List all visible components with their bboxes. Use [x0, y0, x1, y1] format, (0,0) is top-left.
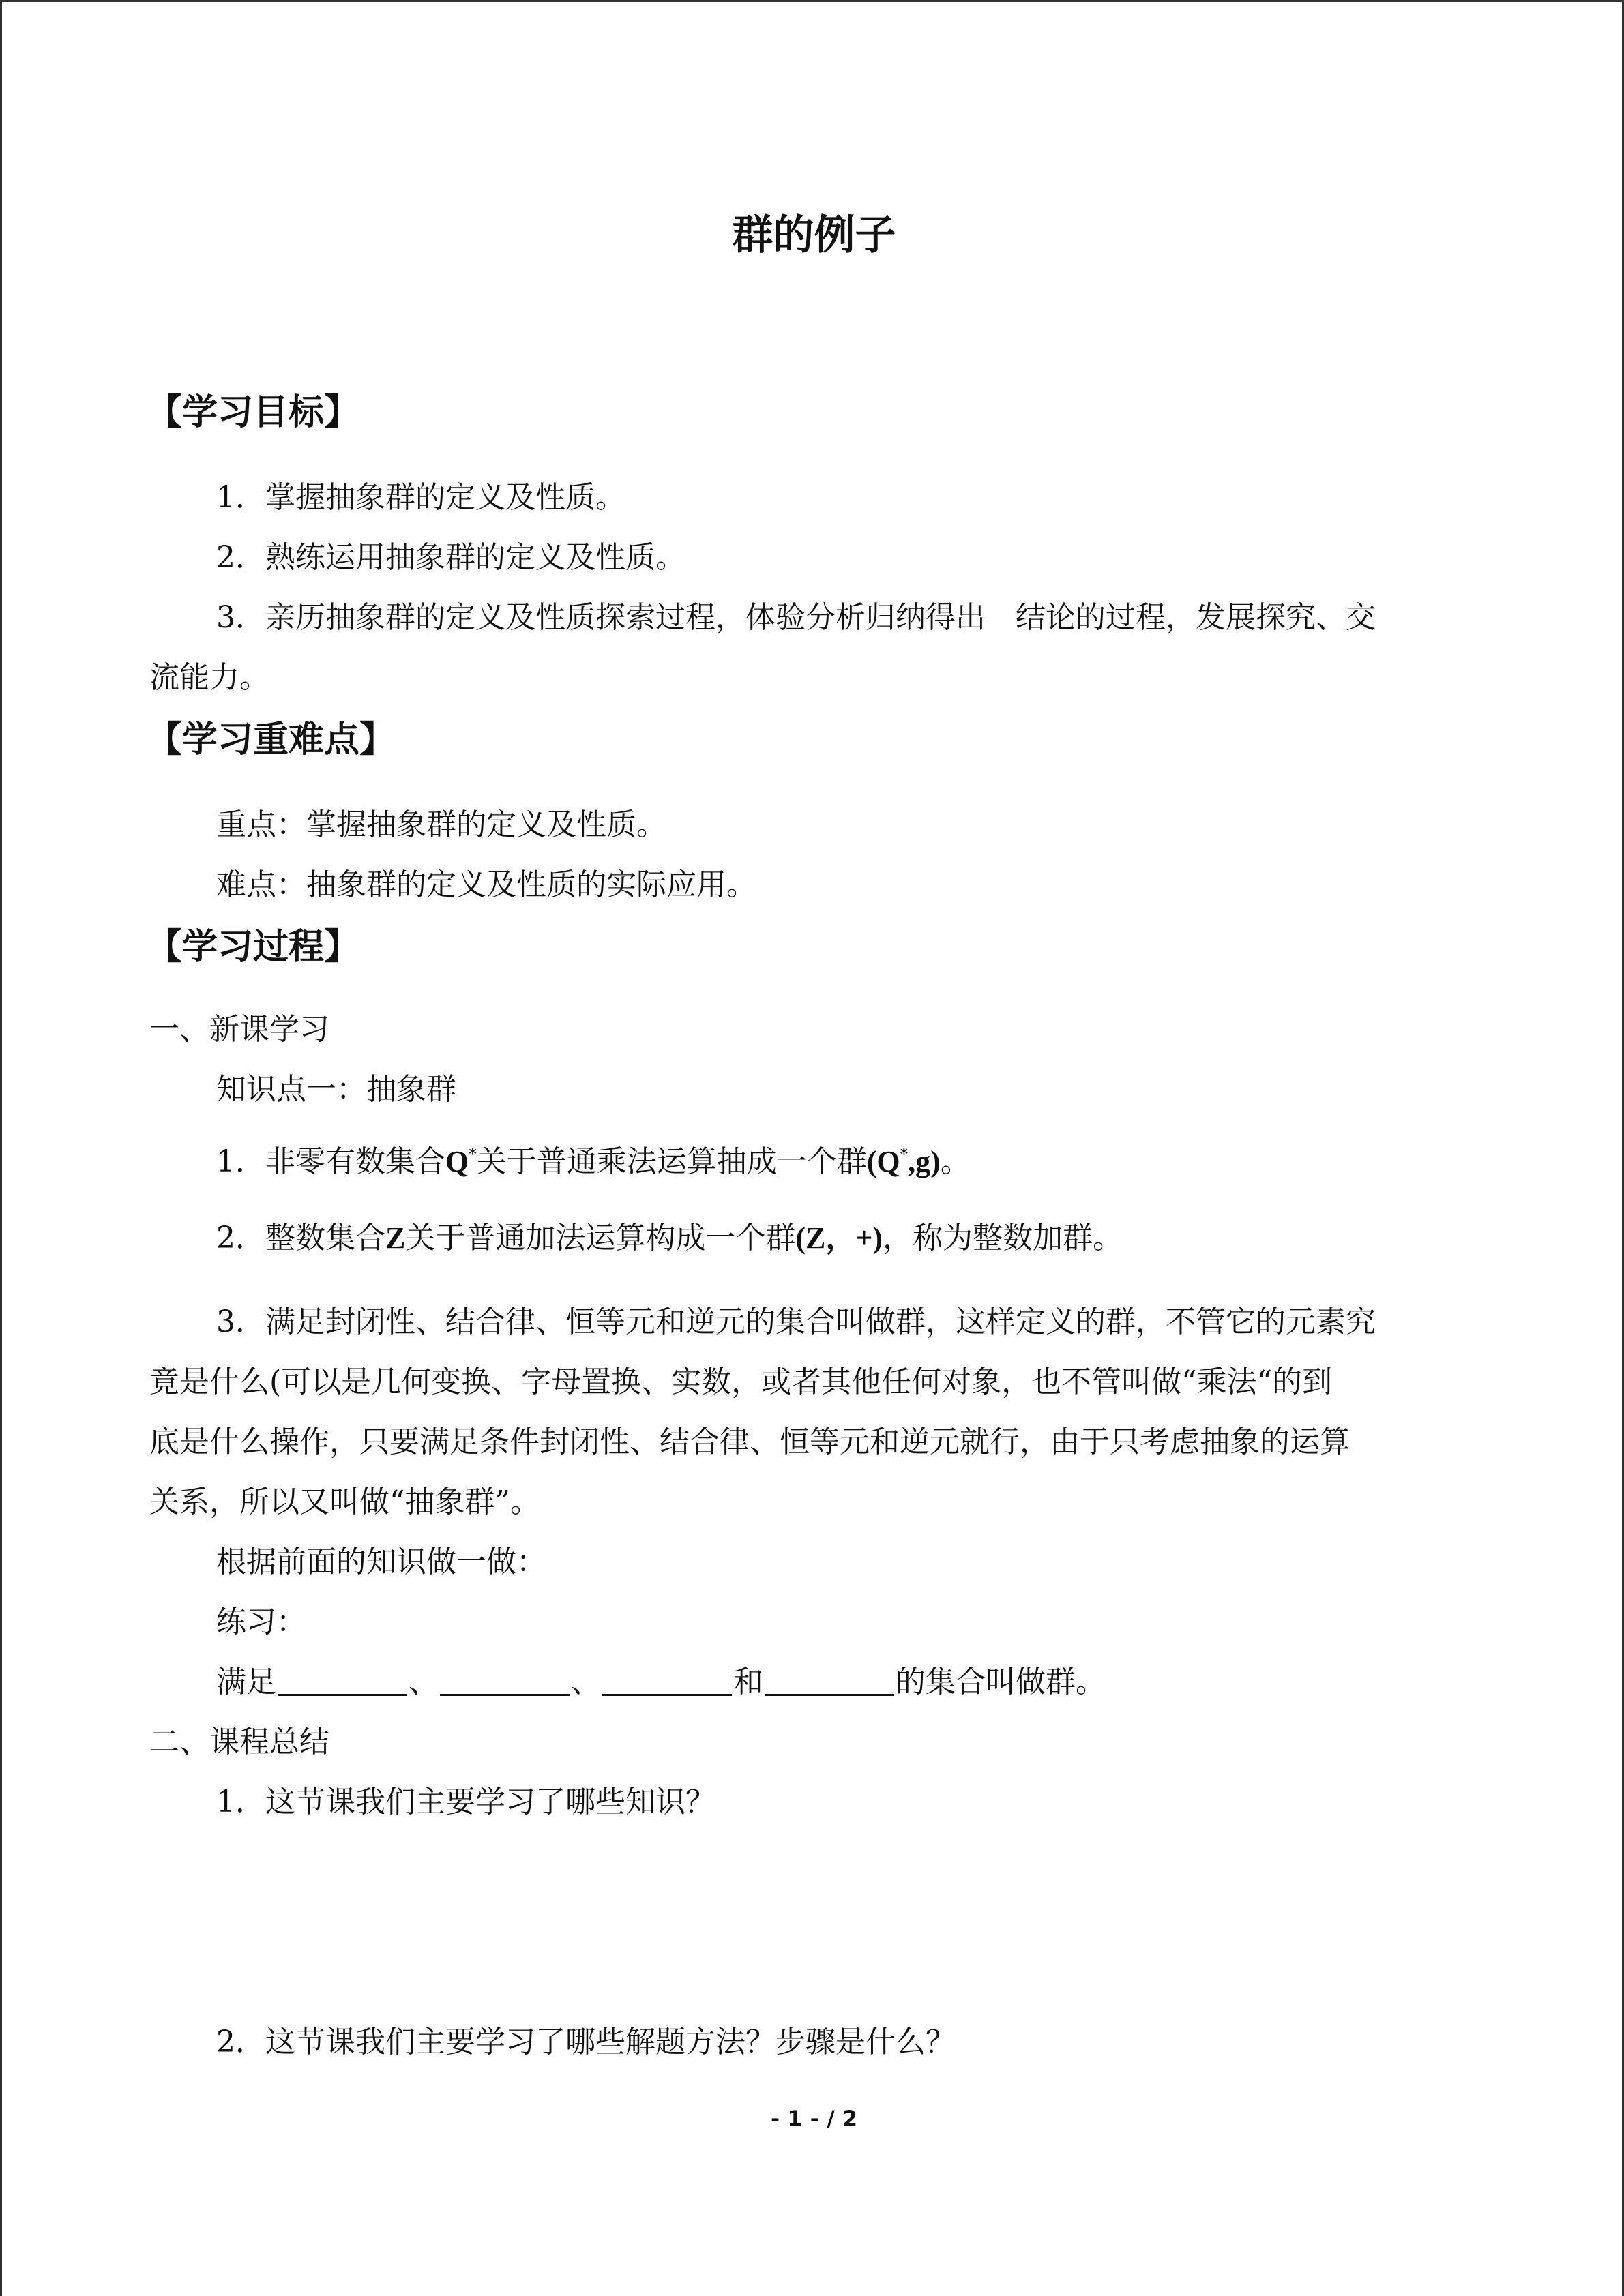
knowledge-item-3-line-2: 竟是什么(可以是几何变换、字母置换、实数，或者其他任何对象，也不管叫做“乘法“的到: [149, 1365, 1333, 1399]
knowledge-item-3-line-3: 底是什么操作，只要满足条件封闭性、结合律、恒等元和逆元就行，由于只考虑抽象的运算: [149, 1425, 1350, 1459]
part1-title: 一、新课学习: [149, 1012, 329, 1047]
key-points-heading: 【学习重难点】: [147, 719, 396, 760]
objective-item-2: 2．熟练运用抽象群的定义及性质。: [216, 540, 685, 575]
page-number: - 1 - / 2: [770, 2106, 858, 2132]
fill-and: 和: [733, 1665, 763, 1699]
key-point-difficulty: 难点：抽象群的定义及性质的实际应用。: [216, 867, 756, 902]
knowledge-item-3-line-1: 3．满足封闭性、结合律、恒等元和逆元的集合叫做群，这样定义的群，不管它的元素究: [216, 1304, 1376, 1339]
practice-label: 练习：: [216, 1605, 306, 1639]
key-point-focus: 重点：掌握抽象群的定义及性质。: [216, 807, 666, 842]
fill-sep-2: 、: [571, 1665, 601, 1699]
item1-suffix: 。: [940, 1144, 971, 1179]
item1-middle-text: 关于普通乘法运算抽成一个群: [476, 1144, 867, 1179]
item1-group-tail: ,g): [908, 1145, 941, 1178]
fill-end: 的集合叫做群。: [896, 1665, 1106, 1699]
knowledge-point-title: 知识点一：抽象群: [216, 1072, 456, 1107]
item2-middle-text: 关于普通加法运算构成一个群: [405, 1221, 796, 1255]
practice-intro: 根据前面的知识做一做：: [216, 1545, 546, 1579]
item2-prefix: 2．整数集合: [216, 1221, 385, 1255]
blank-1[interactable]: [278, 1667, 407, 1696]
item1-set-symbol: Q: [445, 1145, 469, 1178]
item2-suffix: ，称为整数加群。: [883, 1221, 1123, 1255]
knowledge-item-2: [216, 1218, 1123, 1259]
objective-item-3: 3．亲历抽象群的定义及性质探索过程，体验分析归纳得出 结论的过程，发展探究、交: [216, 600, 1376, 635]
item2-set-symbol: Z: [385, 1221, 406, 1255]
page-title: 群的例子: [732, 211, 896, 259]
fill-in-blank-question: [216, 1662, 1106, 1703]
item2-group: (Z，+): [795, 1221, 883, 1255]
knowledge-item-1: [216, 1134, 971, 1182]
objectives-heading: 【学习目标】: [147, 392, 360, 433]
item1-group-symbol: Q: [876, 1145, 900, 1178]
part2-title: 二、课程总结: [149, 1725, 329, 1759]
blank-3[interactable]: [602, 1667, 732, 1696]
blank-4[interactable]: [765, 1667, 894, 1696]
objective-item-1: 1．掌握抽象群的定义及性质。: [216, 480, 625, 515]
knowledge-item-3-line-4: 关系，所以又叫做“抽象群”。: [149, 1485, 540, 1519]
fill-start: 满足: [216, 1665, 276, 1699]
item1-group-open: (: [866, 1145, 877, 1178]
item1-set-superscript: *: [469, 1146, 477, 1163]
objective-item-3-continued: 流能力。: [149, 660, 269, 695]
summary-question-1: 1．这节课我们主要学习了哪些知识？: [216, 1785, 715, 1819]
item1-prefix: 1．非零有数集合: [216, 1144, 445, 1179]
fill-sep-1: 、: [409, 1665, 439, 1699]
blank-2[interactable]: [440, 1667, 570, 1696]
summary-question-2: 2．这节课我们主要学习了哪些解题方法？步骤是什么？: [216, 2025, 956, 2059]
process-heading: 【学习过程】: [147, 927, 360, 968]
item1-group-superscript: *: [900, 1146, 909, 1163]
